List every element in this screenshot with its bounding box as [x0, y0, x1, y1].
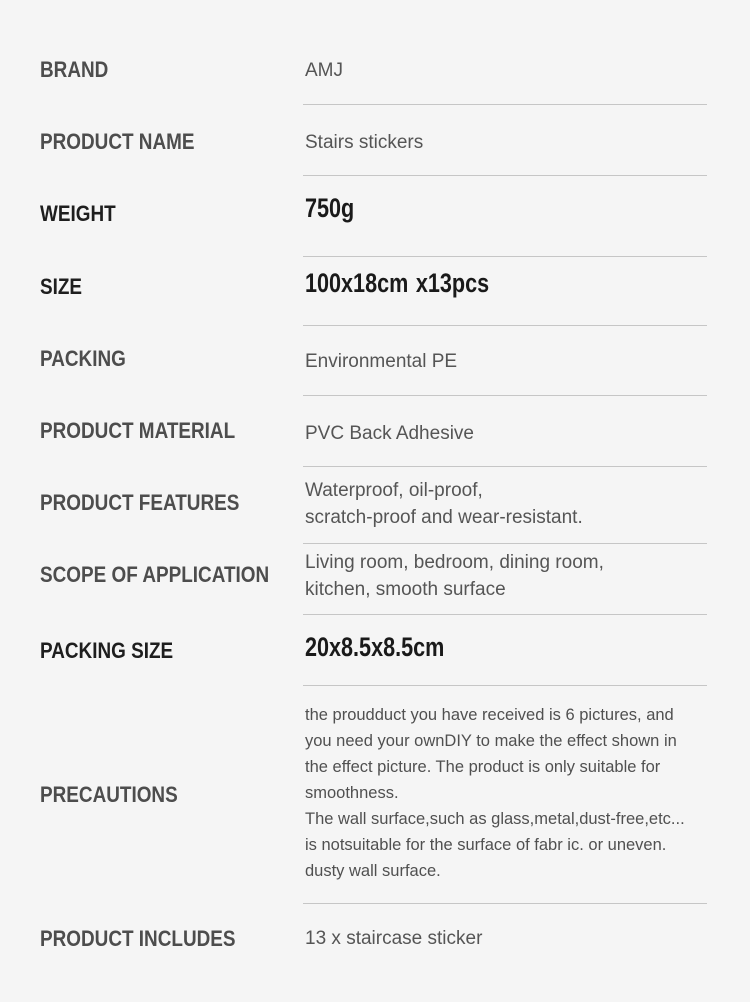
divider: [303, 104, 707, 105]
packing-value: Environmental PE: [305, 351, 458, 372]
precautions-value: the proudduct you have received is 6 pictures, and you need your ownDIY to make the effect shown in the effect picture. The product is only suitable for smoothness. The wall surface,such as glass,metal,dust-free,etc... is notsuitable for the surface of fabr ic. or uneven. dusty wall surface.: [305, 706, 685, 880]
product-includes-value: 13 x staircase sticker: [305, 928, 483, 949]
divider: [303, 543, 707, 544]
weight-value: 750g: [305, 193, 355, 223]
brand-label: BRAND: [40, 57, 109, 82]
scope-of-application-value: Living room, bedroom, dining room, kitchen, smooth surface: [305, 552, 604, 600]
size-value: 100x18cm x13pcs: [305, 268, 490, 298]
product-name-label: PRODUCT NAME: [40, 129, 195, 154]
divider: [303, 466, 707, 467]
size-label: SIZE: [40, 274, 83, 299]
packing-size-label: PACKING SIZE: [40, 638, 174, 663]
divider: [303, 614, 707, 615]
weight-label: WEIGHT: [40, 201, 116, 226]
product-material-value: PVC Back Adhesive: [305, 423, 474, 444]
brand-value: AMJ: [305, 60, 343, 81]
packing-size-value: 20x8.5x8.5cm: [305, 632, 445, 662]
product-features-value: Waterproof, oil-proof, scratch-proof and wear-resistant.: [305, 480, 583, 528]
scope-of-application-label: SCOPE OF APPLICATION: [40, 562, 270, 587]
divider: [303, 685, 707, 686]
divider: [303, 175, 707, 176]
product-includes-label: PRODUCT INCLUDES: [40, 926, 236, 951]
divider: [303, 903, 707, 904]
divider: [303, 256, 707, 257]
product-material-label: PRODUCT MATERIAL: [40, 418, 236, 443]
precautions-label: PRECAUTIONS: [40, 782, 178, 807]
divider: [303, 395, 707, 396]
product-features-label: PRODUCT FEATURES: [40, 490, 240, 515]
packing-label: PACKING: [40, 346, 126, 371]
product-name-value: Stairs stickers: [305, 132, 424, 153]
divider: [303, 325, 707, 326]
